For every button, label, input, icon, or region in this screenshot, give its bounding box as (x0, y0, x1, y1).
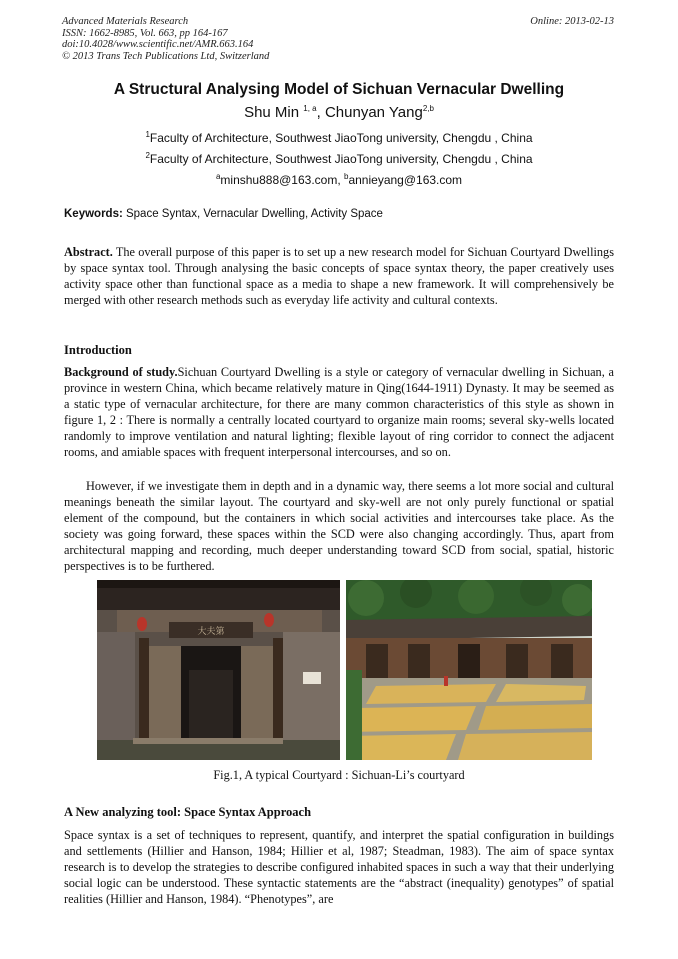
aff1-text: Faculty of Architecture, Southwest JiaoTong university, Chengdu , China (149, 131, 533, 145)
author-1: Shu Min (244, 104, 304, 121)
online-date: Online: 2013-02-13 (530, 16, 614, 27)
gate-sign-text: 大夫第 (197, 627, 225, 637)
author-line (0, 104, 678, 121)
roof (346, 616, 592, 640)
email-a-sup: a (215, 172, 221, 181)
section-heading-space-syntax: A New analyzing tool: Space Syntax Approach (64, 805, 312, 819)
author-sep: , (316, 104, 325, 121)
space-syntax-paragraph: Space syntax is a set of techniques to represent, quantify, and interpret the spatial configuration in buildings and settlements (Hillier and Hanson, 1984; Hillier et al, 1987; Steadman, 1983). The aim of space syntax research is to develop the strategies to describe configured inhabited spaces in such a way that their underlying social logic can be understood. These syntactic statements are the “abstract (inequality) genotypes” of spatial realities (Hillier and Hanson, 1984). “Phenotypes”, are (64, 828, 614, 907)
left-lantern-icon (137, 617, 147, 631)
journal-header (62, 16, 382, 62)
aff1-sup: 1 (145, 130, 150, 139)
figure-caption: Fig.1, A typical Courtyard : Sichuan-Li’s courtyard (213, 768, 465, 782)
author-2: Chunyan Yang (324, 104, 423, 121)
keywords (64, 208, 614, 220)
affiliation-1 (0, 131, 678, 145)
aff2-sup: 2 (145, 151, 150, 160)
background-label: Background of study. (64, 365, 178, 379)
aff2-text: Faculty of Architecture, Southwest JiaoTong university, Chengdu , China (149, 152, 533, 166)
email-b-sup: b (344, 172, 349, 181)
abstract-label: Abstract. (64, 245, 113, 259)
background-paragraph (64, 364, 614, 461)
introduction-heading: Introduction (64, 343, 132, 357)
email-b[interactable]: annieyang@163.com (348, 173, 463, 187)
background-text: Sichuan Courtyard Dwelling is a style or category of vernacular dwelling in Sichuan, a province in western China, which became relatively mature in Qing(1644-1911) Dynasty. It may be seemed as a static type of vernacular architecture, for there are many common characteristics of this style as shown in figure 1, 2 : There is normally a centrally located courtyard to organize main rooms; several sky-wells located randomly to improve ventilation and natural lighting; flexible layout of ring corridor to connect the adjacent rooms, and amiable spaces with frequent interpersonal intercourses, and so on. (64, 365, 614, 460)
copyright-line: © 2013 Trans Tech Publications Ltd, Switzerland (62, 50, 270, 62)
introduction-paragraph-2: However, if we investigate them in depth and in a dynamic way, there seems a lot more social and cultural meanings beneath the similar layout. The courtyard and sky-well are not only purely functional or spatial element of the compound, but the containers in which social activities and intercourses take place. As the society was going forward, these spaces within the SCD were also changing accordingly. Thus, apart from architectural mapping and recording, much deeper understanding toward SCD from social, spatial, historic perspectives is to be furthered. (64, 479, 614, 574)
person-figure (444, 676, 448, 686)
gate-illustration (97, 580, 340, 760)
affiliation-2 (0, 152, 678, 166)
keywords-text: Space Syntax, Vernacular Dwelling, Activity Space (122, 208, 383, 220)
author-1-sup: 1, a (303, 104, 317, 113)
issn-line: ISSN: 1662-8985, Vol. 663, pp 164-167 (62, 27, 228, 39)
journal-name: Advanced Materials Research (62, 16, 189, 27)
courtyard-illustration (346, 580, 592, 760)
keywords-label: Keywords: (64, 208, 123, 220)
author-2-sup: 2,b (422, 104, 434, 113)
right-lantern-icon (264, 613, 274, 627)
courtyard-gate-photo (97, 580, 340, 760)
email-a[interactable]: minshu888@163.com, (220, 173, 344, 187)
paper-title: A Structural Analysing Model of Sichuan Vernacular Dwelling (113, 81, 565, 98)
doi-line: doi:10.4028/www.scientific.net/AMR.663.164 (62, 39, 254, 50)
abstract-text: The overall purpose of this paper is to set up a new research model for Sichuan Courtyard Dwellings by space syntax tool. Through analysing the basic concepts of space syntax theory, the paper creatively uses activity space other than functional space as a media to shape a new framework. It will comprehensively be merged with other research methods such as everyday life activity and cultural contexts. (64, 245, 614, 308)
abstract (64, 244, 614, 308)
email-line (0, 173, 678, 187)
courtyard-grain-photo (346, 580, 592, 760)
plaque (303, 672, 321, 684)
